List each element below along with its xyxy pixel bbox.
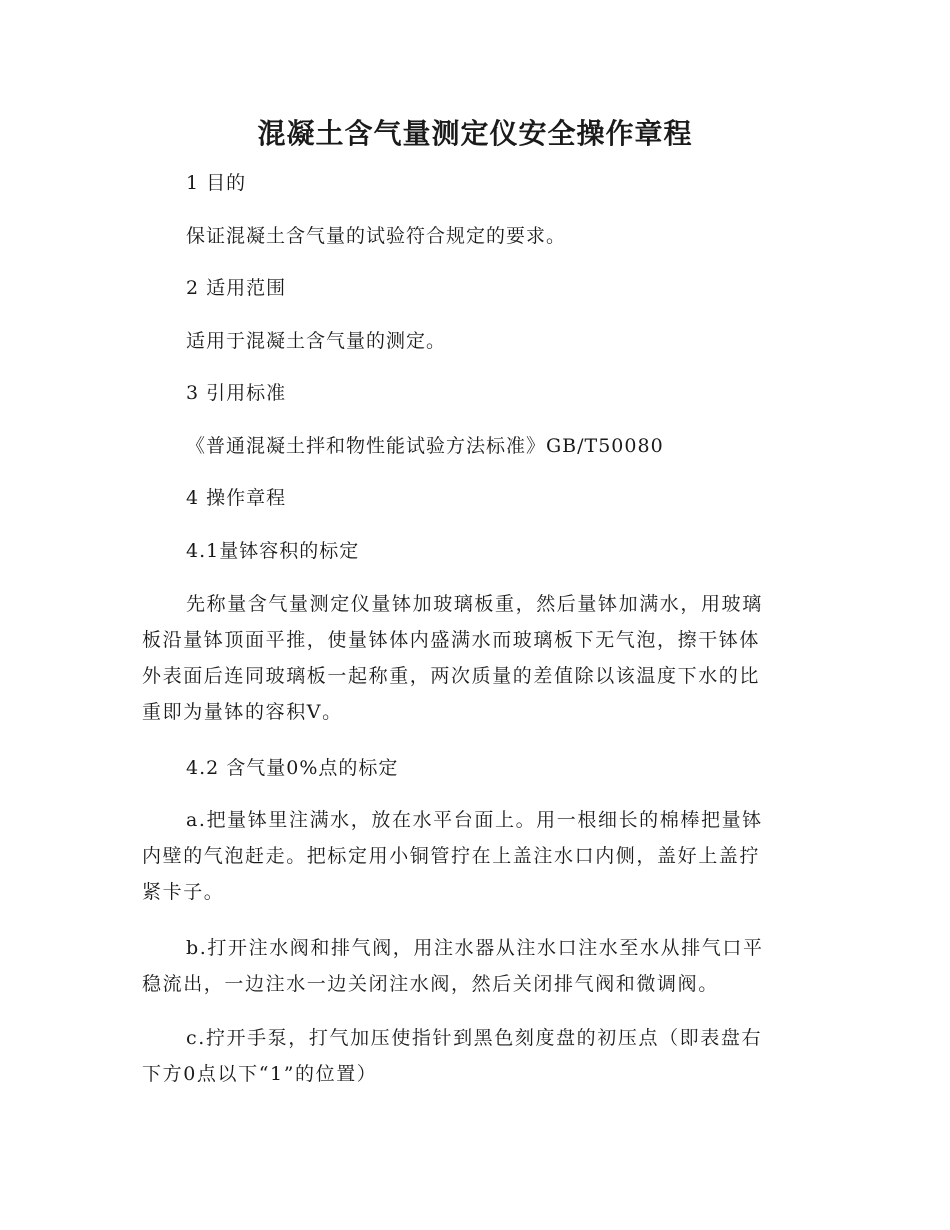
paragraph-line: 内壁的气泡赶走。把标定用小铜管拧在上盖注水口内侧，盖好上盖拧 [142, 845, 761, 867]
paragraph-line: 板沿量钵顶面平推，使量钵体内盛满水而玻璃板下无气泡，擦干钵体 [142, 629, 761, 651]
step-c-paragraph [142, 1020, 802, 1092]
section-3-text: 《普通混凝土拌和物性能试验方法标准》GB/T50080 [186, 435, 664, 457]
section-2-text: 适用于混凝土含气量的测定。 [186, 330, 447, 352]
paragraph-line: 紧卡子。 [142, 881, 225, 903]
section-3-heading: 3 引用标准 [186, 382, 287, 404]
step-b-paragraph [142, 930, 802, 1002]
paragraph-line: a.把量钵里注满水，放在水平台面上。用一根细长的棉棒把量钵 [186, 809, 763, 831]
section-2-heading: 2 适用范围 [186, 277, 287, 299]
document-title: 混凝土含气量测定仪安全操作章程 [257, 117, 693, 150]
paragraph-line: 外表面后连同玻璃板一起称重，两次质量的差值除以该温度下水的比 [142, 665, 761, 687]
step-a-paragraph [142, 802, 802, 910]
paragraph-line: 重即为量钵的容积V。 [142, 701, 343, 723]
paragraph-line: 稳流出，一边注水一边关闭注水阀，然后关闭排气阀和微调阀。 [142, 973, 719, 995]
paragraph-line: c.拧开手泵，打气加压使指针到黑色刻度盘的初压点（即表盘右 [186, 1027, 763, 1049]
section-1-text: 保证混凝土含气量的试验符合规定的要求。 [186, 225, 567, 247]
subsection-4-1-paragraph [142, 586, 802, 730]
section-4-heading: 4 操作章程 [186, 487, 287, 509]
subsection-4-2-heading: 4.2 含气量0%点的标定 [186, 757, 399, 779]
section-1-heading: 1 目的 [186, 172, 247, 194]
paragraph-line: b.打开注水阀和排气阀，用注水器从注水口注水至水从排气口平 [186, 937, 764, 959]
paragraph-line: 先称量含气量测定仪量钵加玻璃板重，然后量钵加满水，用玻璃 [186, 593, 763, 615]
paragraph-line: 下方0点以下“1”的位置） [142, 1063, 378, 1085]
subsection-4-1-heading: 4.1量钵容积的标定 [186, 540, 360, 562]
